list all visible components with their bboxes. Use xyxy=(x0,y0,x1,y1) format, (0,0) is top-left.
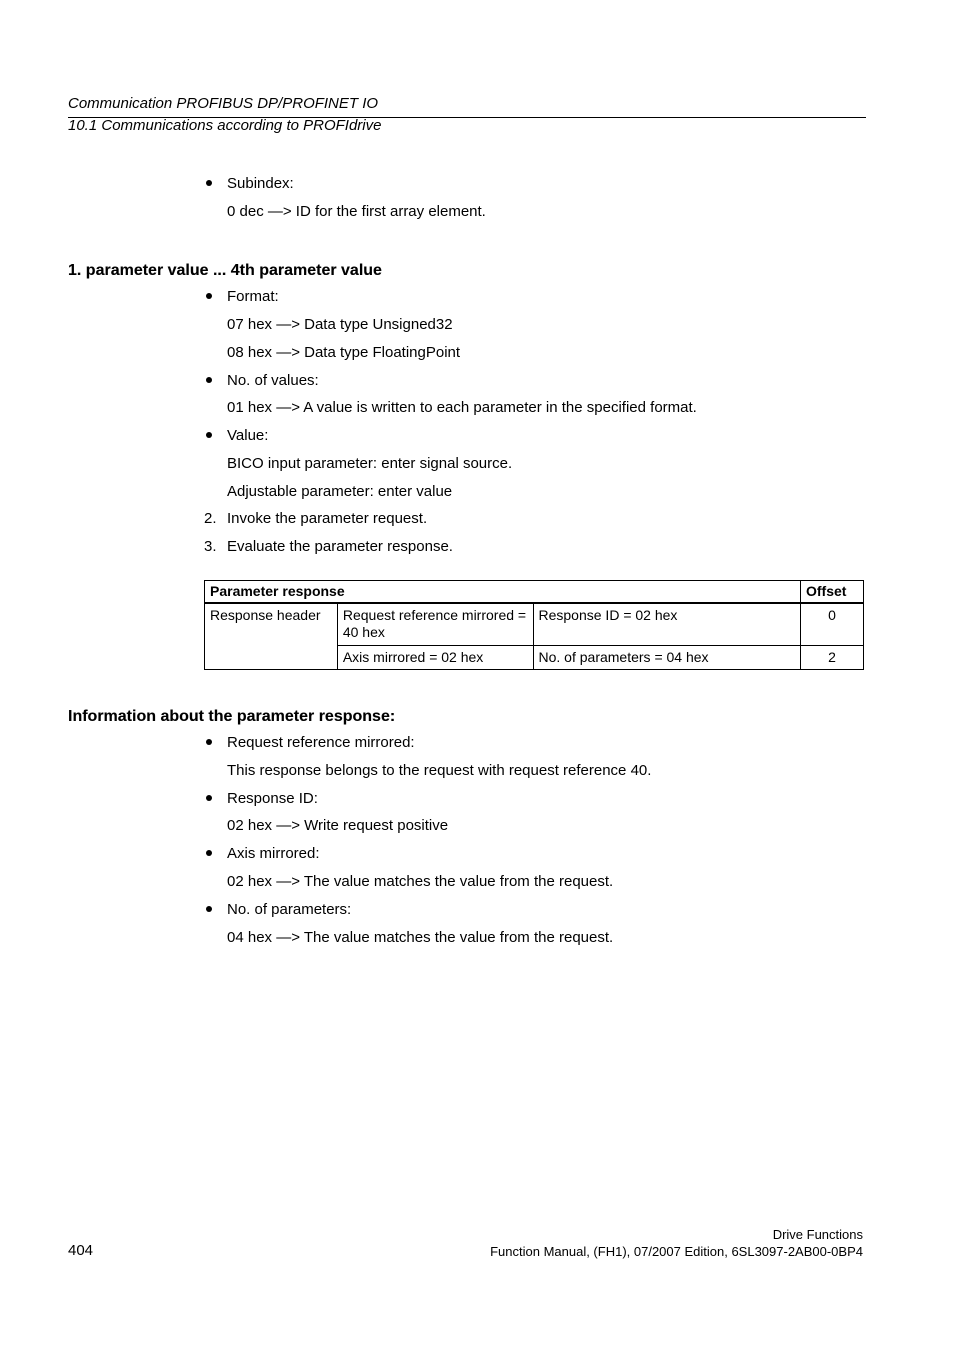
table-cell-offset: 0 xyxy=(801,603,864,645)
table-header-offset: Offset xyxy=(801,581,864,604)
count-detail: 01 hex —> A value is written to each parameter in the specified format. xyxy=(227,399,697,416)
bullet-icon xyxy=(206,293,212,299)
subindex-detail: 0 dec —> ID for the first array element. xyxy=(227,203,486,220)
count-label: No. of values: xyxy=(227,372,319,389)
value-line: Adjustable parameter: enter value xyxy=(227,483,453,500)
format-line: 07 hex —> Data type Unsigned32 xyxy=(227,316,453,333)
footer-title: Drive Functions xyxy=(772,1227,863,1242)
bullet-icon xyxy=(206,180,212,186)
table-cell: Response ID = 02 hex xyxy=(533,603,801,645)
table-cell: Axis mirrored = 02 hex xyxy=(337,645,533,669)
step-text: Evaluate the parameter response. xyxy=(227,538,453,555)
bullet-icon xyxy=(206,432,212,438)
bullet-icon xyxy=(206,906,212,912)
table-cell-offset: 2 xyxy=(801,645,864,669)
format-line: 08 hex —> Data type FloatingPoint xyxy=(227,344,461,361)
info-label: Response ID: xyxy=(227,790,318,807)
bullet-icon xyxy=(206,377,212,383)
info-detail: 02 hex —> Write request positive xyxy=(227,817,449,834)
bullet-icon xyxy=(206,795,212,801)
info-detail: 02 hex —> The value matches the value from the request. xyxy=(227,873,614,890)
subindex-label: Subindex: xyxy=(227,175,294,192)
table-header-row xyxy=(205,581,864,604)
table-cell-response-header: Response header xyxy=(205,603,338,669)
table-header-parameter-response: Parameter response xyxy=(205,581,801,604)
bullet-icon xyxy=(206,739,212,745)
bullet-icon xyxy=(206,850,212,856)
table-cell: No. of parameters = 04 hex xyxy=(533,645,801,669)
step-text: Invoke the parameter request. xyxy=(227,510,428,527)
parameter-response-table xyxy=(204,580,864,670)
section-heading-response-info: Information about the parameter response: xyxy=(68,708,396,725)
format-label: Format: xyxy=(227,288,279,305)
header-chapter: Communication PROFIBUS DP/PROFINET IO xyxy=(68,95,379,112)
header-section: 10.1 Communications according to PROFIdrive xyxy=(68,117,382,134)
step-number: 2. xyxy=(204,510,217,527)
info-detail: This response belongs to the request with request reference 40. xyxy=(227,762,652,779)
info-label: Request reference mirrored: xyxy=(227,734,415,751)
footer-manual: Function Manual, (FH1), 07/2007 Edition, 6SL3097-2AB00-0BP4 xyxy=(490,1244,863,1259)
step-number: 3. xyxy=(204,538,217,555)
value-label: Value: xyxy=(227,427,269,444)
info-label: No. of parameters: xyxy=(227,901,352,918)
value-line: BICO input parameter: enter signal source. xyxy=(227,455,513,472)
table-row xyxy=(205,603,864,645)
table-cell: Request reference mirrored = 40 hex xyxy=(337,603,533,645)
section-heading-values: 1. parameter value ... 4th parameter value xyxy=(68,262,382,279)
info-label: Axis mirrored: xyxy=(227,845,320,862)
page-number: 404 xyxy=(68,1242,94,1259)
info-detail: 04 hex —> The value matches the value from the request. xyxy=(227,929,614,946)
